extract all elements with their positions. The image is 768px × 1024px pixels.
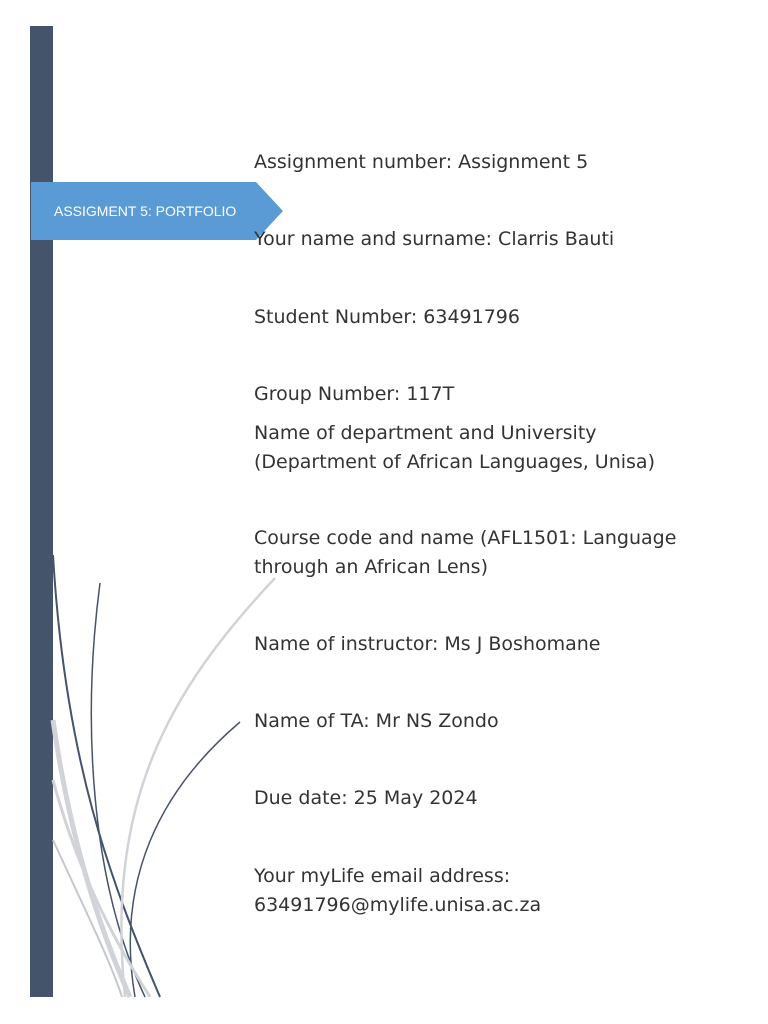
ta-name: Name of TA: Mr NS Zondo xyxy=(254,710,499,732)
student-name: Your name and surname: Clarris Bauti xyxy=(254,228,615,250)
group-number: Group Number: 117T xyxy=(254,383,455,405)
department-university: Name of department and University (Department of African Languages, Unisa) xyxy=(254,422,655,473)
side-bar-decoration xyxy=(30,26,53,997)
instructor-name: Name of instructor: Ms J Boshomane xyxy=(254,633,601,655)
student-number: Student Number: 63491796 xyxy=(254,306,520,328)
banner-tag xyxy=(31,182,283,240)
due-date: Due date: 25 May 2024 xyxy=(254,787,478,809)
email-address: Your myLife email address: 63491796@mylife.unisa.ac.za xyxy=(254,865,542,916)
course-code-name: Course code and name (AFL1501: Language through an African Lens) xyxy=(254,527,677,578)
banner-label: ASSIGMENT 5: PORTFOLIO xyxy=(54,203,237,219)
assignment-number: Assignment number: Assignment 5 xyxy=(254,151,589,173)
